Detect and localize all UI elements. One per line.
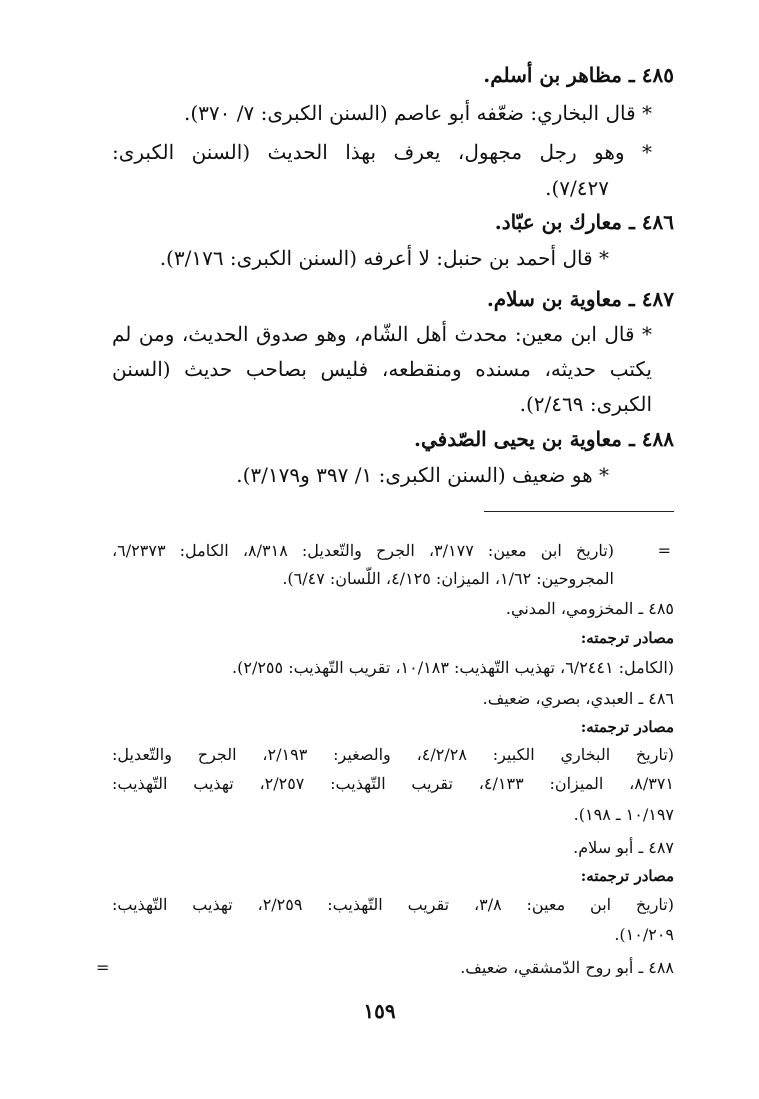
entry-486-heading: ٤٨٦ ـ معارك بن عبّاد. bbox=[494, 210, 674, 234]
footnote-487-title: ٤٨٧ ـ أبو سلام. bbox=[573, 838, 674, 857]
continues-next-page-mark: = bbox=[96, 958, 110, 977]
entry-487-quote-line-3: الكبرى: ٢/٤٦٩). bbox=[519, 392, 652, 416]
footnote-487-sources-line-1: (تاريخ ابن معين: ٣/٨، تقريب التّهذيب: ٢/٢٥٩، تهذيب التّهذيب: bbox=[112, 895, 674, 914]
footnote-486-sources-line-1: (تاريخ البخاري الكبير: ٤/٢/٢٨، والصغير: ٢/١٩٣، الجرح والتّعديل: bbox=[112, 745, 674, 764]
footnote-485-sources: (الكامل: ٦/٢٤٤١، تهذيب التّهذيب: ١٠/١٨٣، تقريب التّهذيب: ٢/٢٥٥). bbox=[232, 658, 674, 677]
page-number: ١٥٩ bbox=[363, 999, 396, 1023]
footnote-divider bbox=[484, 511, 674, 512]
footnote-486-sources-line-3: ١٠/١٩٧ ـ ١٩٨). bbox=[573, 805, 674, 824]
footnote-486-sources-line-2: ٨/٣٧١، الميزان: ٤/١٣٣، تقريب التّهذيب: ٢/٢٥٧، تهذيب التّهذيب: bbox=[112, 774, 674, 793]
entry-487-quote-line-2: يكتب حديثه، مسنده ومنقطعه، فليس بصاحب حديث (السنن bbox=[112, 357, 652, 381]
footnote-continuation-line-2: المجروحين: ١/٦٢، الميزان: ٤/١٢٥، اللّسان: ٦/٤٧). bbox=[282, 569, 614, 588]
footnote-486-title: ٤٨٦ ـ العبدي، بصري، ضعيف. bbox=[482, 689, 674, 708]
entry-486-quote-1: * قال أحمد بن حنبل: لا أعرفه (السنن الكبرى: ٣/١٧٦). bbox=[159, 246, 609, 270]
footnote-continuation-line-1: (تاريخ ابن معين: ٣/١٧٧، الجرح والتّعديل: ٨/٣١٨، الكامل: ٦/٢٣٧٣، bbox=[112, 541, 614, 560]
entry-487-quote-line-1: * قال ابن معين: محدث أهل الشّام، وهو صدوق الحديث، ومن لم bbox=[112, 322, 652, 346]
footnote-487-sources-label: مصادر ترجمته: bbox=[580, 867, 674, 885]
footnote-485-sources-label: مصادر ترجمته: bbox=[580, 629, 674, 647]
footnote-487-sources-line-2: ١٠/٢٠٩). bbox=[614, 925, 674, 944]
entry-485-heading: ٤٨٥ ـ مظاهر بن أسلم. bbox=[483, 63, 674, 87]
footnote-486-sources-label: مصادر ترجمته: bbox=[580, 718, 674, 736]
footnote-488-title: ٤٨٨ ـ أبو روح الدّمشقي، ضعيف. bbox=[460, 958, 674, 977]
entry-485-quote-2-line-2: ٧/٤٢٧). bbox=[545, 176, 609, 200]
entry-485-quote-2-line-1: * وهو رجل مجهول، يعرف بهذا الحديث (السنن الكبرى: bbox=[112, 140, 652, 164]
footnote-485-title: ٤٨٥ ـ المخزومي، المدني. bbox=[505, 599, 674, 618]
entry-488-heading: ٤٨٨ ـ معاوية بن يحيى الصّدفي. bbox=[414, 427, 674, 451]
continuation-mark: = bbox=[657, 541, 671, 560]
entry-488-quote-1: * هو ضعيف (السنن الكبرى: ١/ ٣٩٧ و٣/١٧٩). bbox=[236, 463, 609, 487]
entry-485-quote-1: * قال البخاري: ضعّفه أبو عاصم (السنن الكبرى: ٧/ ٣٧٠). bbox=[183, 101, 652, 125]
entry-487-heading: ٤٨٧ ـ معاوية بن سلام. bbox=[486, 287, 674, 311]
